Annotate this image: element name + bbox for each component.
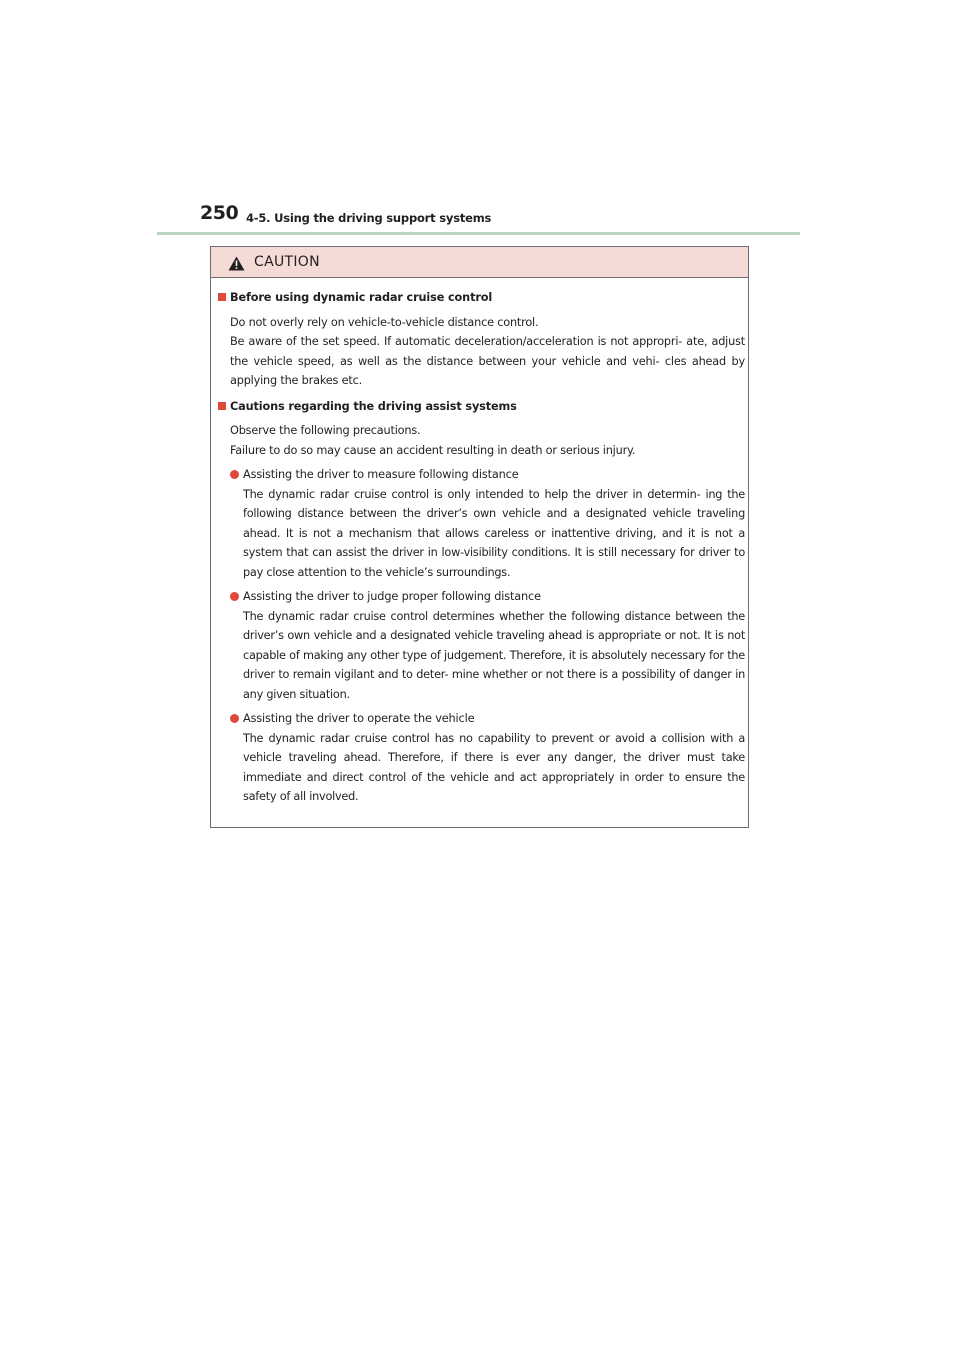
dot-bullet-icon: [230, 714, 239, 723]
caution-header: [211, 247, 748, 278]
list-item: [230, 465, 745, 582]
bullet-text: The dynamic radar cruise control determines whether the following distance between the driver’s own vehicle and a designated vehicle traveling ahead is appropriate or not. It is not capable of making any other type of judgement. Therefore, it is absolutely necessary for the driver to remain vigilant and to deter- mine whether or not there is a possibility of danger in any given situation.: [243, 609, 745, 701]
paragraph-line: Observe the following precautions.: [230, 424, 421, 437]
dot-bullet-icon: [230, 470, 239, 479]
page-number: 250: [200, 202, 239, 224]
caution-body: [218, 288, 745, 807]
section-title: 4-5. Using the driving support systems: [246, 211, 492, 225]
bullet-text: The dynamic radar cruise control is only intended to help the driver in determin- ing the following distance between the driver’s own vehicle and a designated vehicle traveling ahead. It is not a mechanism that allows careless or inattentive driving, and it is not a system that can assist the driver in low-visibility conditions. It is still necessary for driver to pay close attention to the vehicle’s surroundings.: [243, 487, 745, 579]
list-item: [230, 587, 745, 704]
header-rule: [157, 232, 800, 235]
bullet-title: Assisting the driver to judge proper following distance: [243, 590, 541, 603]
bullet-title: Assisting the driver to measure following distance: [243, 468, 519, 481]
list-item: [230, 709, 745, 807]
square-bullet-icon: [218, 402, 226, 410]
section-heading: [218, 397, 745, 417]
paragraph: [230, 421, 745, 460]
section-heading-text: Cautions regarding the driving assist systems: [230, 399, 517, 413]
paragraph-line: Be aware of the set speed. If automatic deceleration/acceleration is not appropri- ate, adjust the vehicle speed, as well as the distance between your vehicle and vehi- cles ahead by applying the brakes etc.: [230, 335, 745, 387]
bullet-title: Assisting the driver to operate the vehicle: [243, 712, 475, 725]
page-header: [200, 200, 760, 232]
caution-label: CAUTION: [254, 254, 320, 270]
square-bullet-icon: [218, 293, 226, 301]
section-heading: [218, 288, 745, 308]
paragraph: [230, 313, 745, 391]
warning-triangle-icon: [228, 256, 245, 271]
bullet-text: The dynamic radar cruise control has no capability to prevent or avoid a collision with a vehicle traveling ahead. Therefore, if there is ever any danger, the driver must take immediate and direct control of the vehicle and act appropriately in order to ensure the safety of all involved.: [243, 731, 745, 803]
dot-bullet-icon: [230, 592, 239, 601]
paragraph-line: Do not overly rely on vehicle-to-vehicle distance control.: [230, 315, 539, 329]
paragraph-line: Failure to do so may cause an accident resulting in death or serious injury.: [230, 443, 636, 457]
caution-box: [210, 246, 749, 828]
section-heading-text: Before using dynamic radar cruise control: [230, 291, 493, 304]
